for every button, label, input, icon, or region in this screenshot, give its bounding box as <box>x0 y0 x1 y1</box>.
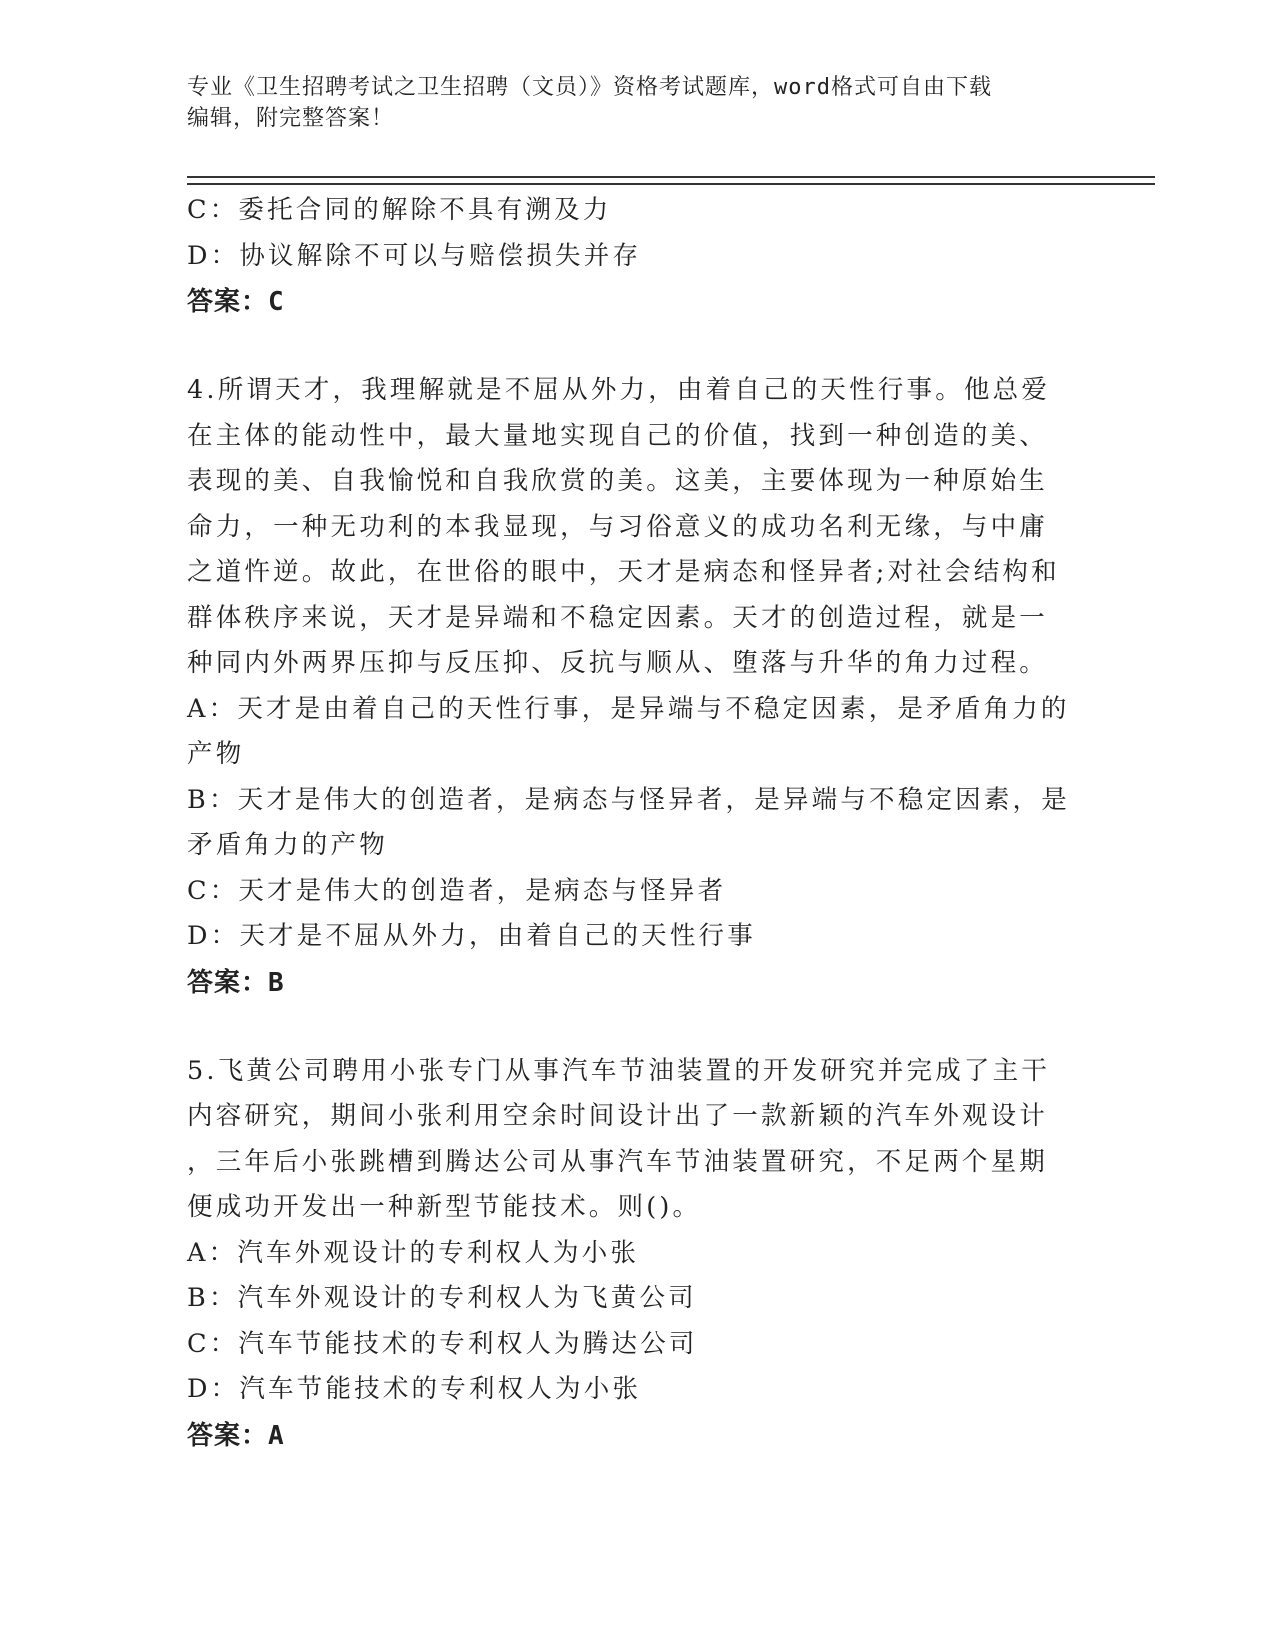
stem-line: 在主体的能动性中，最大量地实现自己的价值，找到一种创造的美、 <box>187 420 1049 451</box>
option-line: A：汽车外观设计的专利权人为小张 <box>187 1237 640 1268</box>
option-a <box>187 687 1077 778</box>
option-c <box>187 1322 1077 1368</box>
stem-line: 5.飞黄公司聘用小张专门从事汽车节油装置的开发研究并完成了主干 <box>187 1055 1051 1086</box>
answer-label: 答案：A <box>187 1420 285 1451</box>
stem-line: 内容研究，期间小张利用空余时间设计出了一款新颖的汽车外观设计 <box>187 1101 1049 1131</box>
option-line: C：天才是伟大的创造者，是病态与怪异者 <box>187 875 727 906</box>
stem-line: 群体秩序来说，天才是异端和不稳定因素。天才的创造过程，就是一 <box>187 602 1049 633</box>
stem-line: 便成功开发出一种新型节能技术。则()。 <box>187 1192 702 1222</box>
stem-line: ，三年后小张跳槽到腾达公司从事汽车节油装置研究，不足两个星期 <box>187 1146 1049 1177</box>
page-header <box>187 72 1087 134</box>
stem-line: 表现的美、自我愉悦和自我欣赏的美。这美，主要体现为一种原始生 <box>187 466 1049 496</box>
header-line-1: 专业《卫生招聘考试之卫生招聘（文员）》资格考试题库，word格式可自由下载 <box>187 75 992 100</box>
option-line: B：汽车外观设计的专利权人为飞黄公司 <box>187 1283 697 1313</box>
option-line: B：天才是伟大的创造者，是病态与怪异者，是异端与不稳定因素，是 <box>187 784 1070 815</box>
option-line: 产物 <box>187 739 245 769</box>
option-d <box>187 234 1077 280</box>
option-d <box>187 914 1077 960</box>
header-divider-top <box>187 176 1155 178</box>
option-line: D：天才是不屈从外力，由着自己的天性行事 <box>187 921 756 951</box>
question-stem <box>187 368 1077 687</box>
question-3-tail <box>187 188 1077 325</box>
option-line: D：汽车节能技术的专利权人为小张 <box>187 1374 642 1404</box>
question-5 <box>187 1049 1077 1459</box>
option-b <box>187 1276 1077 1322</box>
answer-label: 答案：B <box>187 967 285 998</box>
option-line: C：委托合同的解除不具有溯及力 <box>187 195 612 225</box>
option-b <box>187 778 1077 869</box>
option-line: 矛盾角力的产物 <box>187 830 388 860</box>
answer-label: 答案：C <box>187 287 285 317</box>
option-c <box>187 869 1077 915</box>
option-a <box>187 1231 1077 1277</box>
option-line: A：天才是由着自己的天性行事，是异端与不稳定因素，是矛盾角力的 <box>187 693 1070 724</box>
question-4 <box>187 368 1077 1006</box>
stem-line: 命力，一种无功利的本我显现，与习俗意义的成功名利无缘，与中庸 <box>187 511 1049 542</box>
spacer <box>187 1006 1077 1049</box>
header-line-2: 编辑，附完整答案！ <box>187 106 395 131</box>
option-c <box>187 188 1077 234</box>
header-divider-bottom <box>187 183 1155 185</box>
question-stem <box>187 1049 1077 1231</box>
option-line: D：协议解除不可以与赔偿损失并存 <box>187 240 642 271</box>
stem-line: 之道忤逆。故此，在世俗的眼中，天才是病态和怪异者;对社会结构和 <box>187 557 1060 587</box>
spacer <box>187 325 1077 368</box>
stem-line: 4.所谓天才，我理解就是不屈从外力，由着自己的天性行事。他总爱 <box>187 375 1051 405</box>
option-d <box>187 1367 1077 1413</box>
option-line: C：汽车节能技术的专利权人为腾达公司 <box>187 1328 698 1359</box>
question-content <box>187 188 1077 1459</box>
stem-line: 种同内外两界压抑与反压抑、反抗与顺从、堕落与升华的角力过程。 <box>187 648 1049 678</box>
